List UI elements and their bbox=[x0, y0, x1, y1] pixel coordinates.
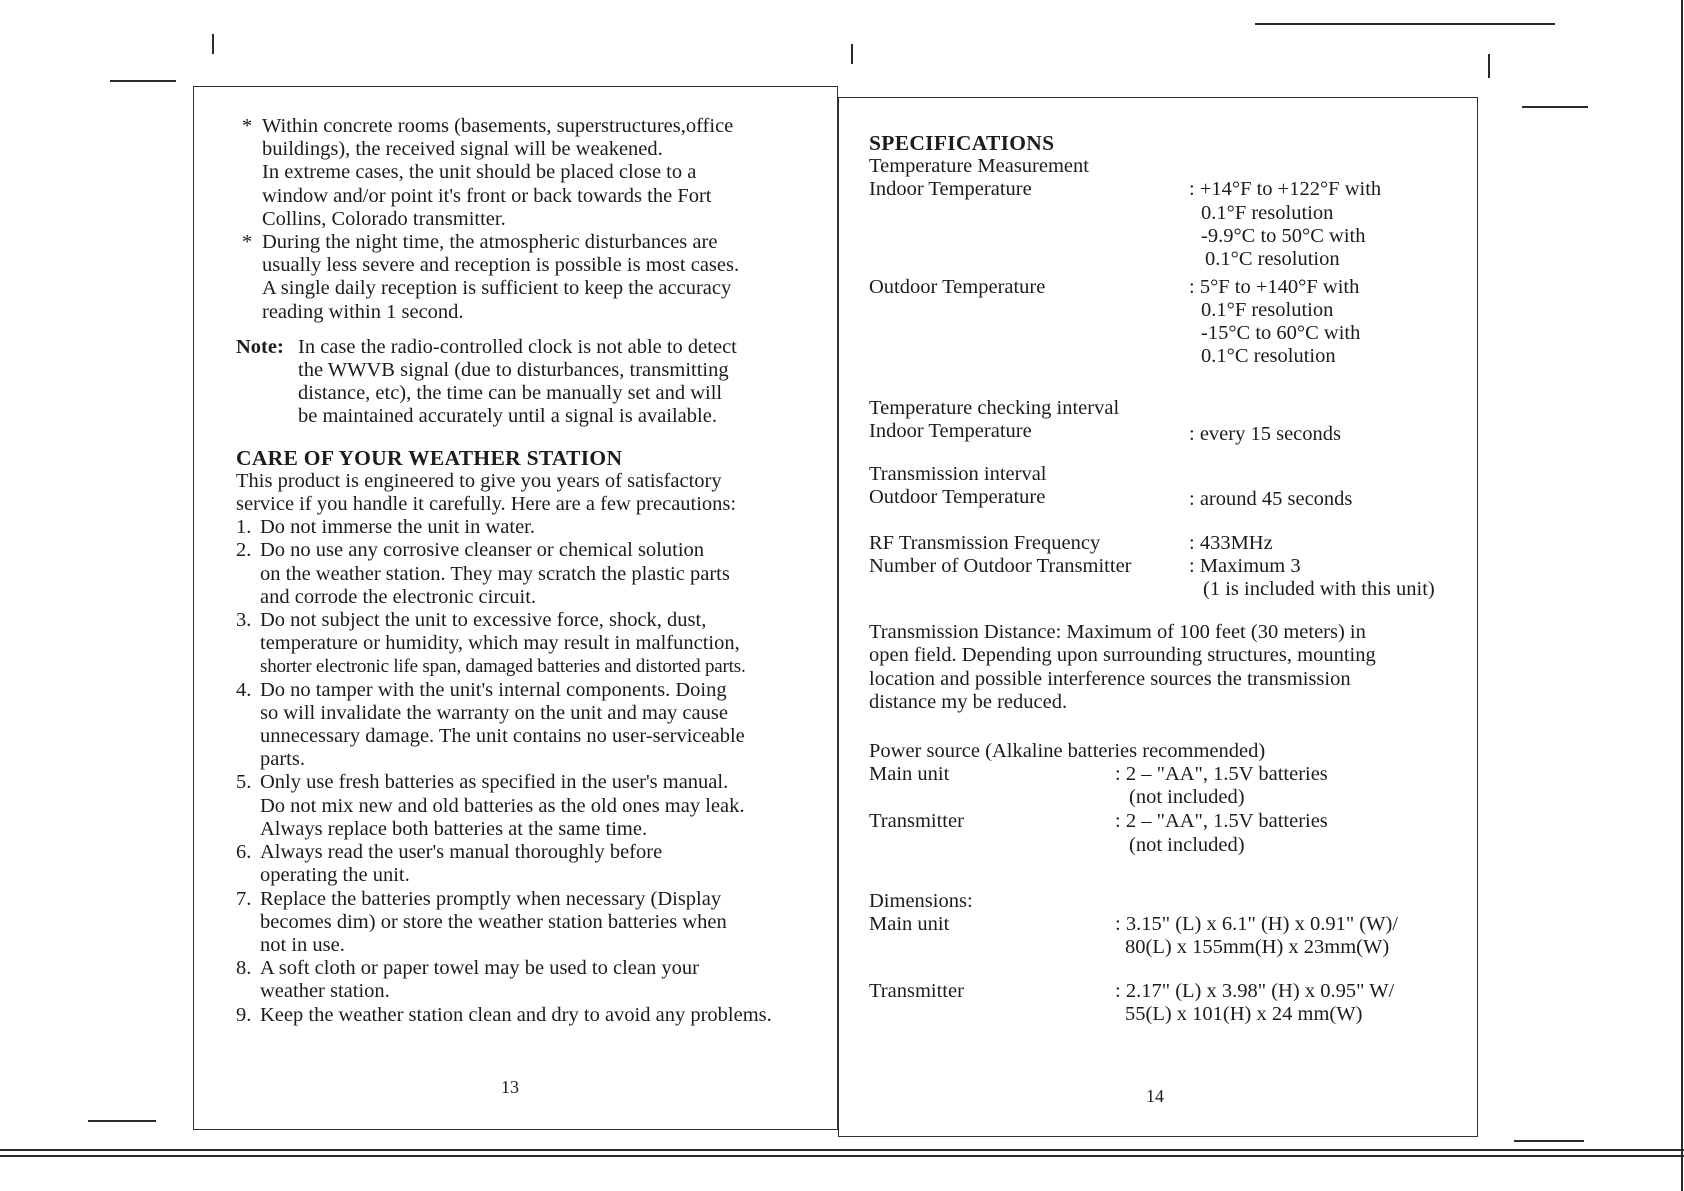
text-line: operating the unit. bbox=[260, 864, 410, 887]
spec-label: Main unit bbox=[869, 912, 950, 935]
text-line: weather station. bbox=[260, 980, 390, 1003]
spec-value: : 433MHz bbox=[1189, 531, 1273, 554]
transmission-distance bbox=[869, 621, 1469, 714]
spec-value: : around 45 seconds bbox=[1189, 488, 1353, 511]
care-item-3 bbox=[236, 609, 836, 679]
care-item-4 bbox=[236, 679, 836, 772]
text-line: not in use. bbox=[260, 933, 345, 956]
value-line: : 2 – "AA", 1.5V batteries bbox=[1115, 810, 1328, 833]
text-line: on the weather station. They may scratch the plastic parts bbox=[260, 562, 730, 585]
bullet-night-time bbox=[236, 231, 836, 324]
scan-bottom-rule bbox=[0, 1155, 1684, 1157]
text-line: shorter electronic life span, damaged batteries and distorted parts. bbox=[260, 656, 746, 678]
spec-label: Outdoor Temperature bbox=[869, 275, 1046, 298]
spec-power-transmitter bbox=[869, 810, 1469, 856]
text-line: Only use fresh batteries as specified in the user's manual. bbox=[260, 771, 729, 794]
scan-edge bbox=[1681, 0, 1683, 1191]
text-line: becomes dim) or store the weather station batteries when bbox=[260, 910, 727, 933]
text-line: reading within 1 second. bbox=[262, 300, 464, 323]
care-item-5 bbox=[236, 771, 836, 841]
value-line: : 2.17" (L) x 3.98" (H) x 0.95" W/ bbox=[1115, 980, 1395, 1003]
spec-label: Number of Outdoor Transmitter bbox=[869, 554, 1132, 577]
text-line: This product is engineered to give you years of satisfactory bbox=[236, 469, 722, 492]
text-line: In case the radio-controlled clock is not able to detect bbox=[298, 335, 737, 358]
page-number-right: 14 bbox=[1146, 1086, 1164, 1106]
text-line: Do no use any corrosive cleanser or chemical solution bbox=[260, 539, 705, 562]
scan-tick bbox=[851, 44, 853, 64]
value-line: : 3.15" (L) x 6.1" (H) x 0.91" (W)/ bbox=[1115, 912, 1399, 935]
text-line: Do no tamper with the unit's internal components. Doing bbox=[260, 678, 727, 701]
power-source-label: Power source (Alkaline batteries recommended) bbox=[869, 740, 1266, 763]
scan-rule bbox=[1255, 23, 1555, 25]
text-line: Do not mix new and old batteries as the old ones may leak. bbox=[260, 794, 745, 817]
spec-value: : Maximum 3 bbox=[1189, 554, 1301, 577]
text-line: Replace the batteries promptly when necessary (Display bbox=[260, 887, 722, 910]
temp-measurement-label: Temperature Measurement bbox=[869, 155, 1089, 178]
value-line: 0.1°C resolution bbox=[1205, 248, 1340, 271]
spec-dimensions-transmitter bbox=[869, 980, 1469, 1026]
value-line: (not included) bbox=[1129, 833, 1245, 856]
spec-note: (1 is included with this unit) bbox=[1203, 578, 1435, 601]
spec-value bbox=[1189, 178, 1381, 271]
value-line: 0.1°F resolution bbox=[1201, 201, 1334, 224]
text-line: parts. bbox=[260, 748, 305, 771]
care-item-7 bbox=[236, 888, 836, 958]
text-line: service if you handle it carefully. Here are a few precautions: bbox=[236, 493, 737, 516]
note-label: Note: bbox=[236, 335, 284, 358]
spec-value bbox=[1115, 980, 1394, 1026]
list-number: 9. bbox=[236, 1003, 252, 1026]
value-line: 0.1°F resolution bbox=[1201, 298, 1334, 321]
spec-value bbox=[1115, 913, 1398, 959]
spec-value bbox=[1115, 810, 1328, 856]
checking-interval-label: Temperature checking interval bbox=[869, 396, 1120, 419]
spec-rf-frequency bbox=[869, 532, 1469, 555]
scan-bottom-rule bbox=[0, 1149, 1684, 1151]
scan-tick bbox=[212, 34, 214, 54]
bullet-concrete-rooms bbox=[236, 115, 836, 231]
value-line: : +14°F to +122°F with bbox=[1189, 178, 1382, 201]
text-line: unnecessary damage. The unit contains no user-serviceable bbox=[260, 725, 745, 748]
page-number-left: 13 bbox=[501, 1077, 519, 1097]
left-page-content bbox=[236, 115, 836, 1027]
dimensions-label: Dimensions: bbox=[869, 889, 973, 912]
note-block bbox=[236, 336, 836, 429]
right-page-content bbox=[869, 131, 1469, 1026]
text-line: A single daily reception is sufficient to keep the accuracy bbox=[262, 277, 732, 300]
spec-transmission-outdoor bbox=[869, 486, 1469, 509]
care-item-8 bbox=[236, 957, 836, 1003]
spec-label: Main unit bbox=[869, 763, 950, 786]
list-number: 5. bbox=[236, 771, 252, 794]
text-line: temperature or humidity, which may result in malfunction, bbox=[260, 632, 740, 655]
scan-tick bbox=[1488, 54, 1490, 78]
text-line: window and/or point it's front or back towards the Fort bbox=[262, 184, 712, 207]
text-line: Within concrete rooms (basements, superstructures,office bbox=[262, 115, 734, 137]
spec-number-transmitters bbox=[869, 555, 1469, 578]
value-line: -9.9°C to 50°C with bbox=[1201, 224, 1366, 247]
care-item-6 bbox=[236, 841, 836, 887]
text-line: In extreme cases, the unit should be placed close to a bbox=[262, 161, 697, 184]
transmission-interval-label: Transmission interval bbox=[869, 463, 1047, 486]
text-line: During the night time, the atmospheric disturbances are bbox=[262, 231, 718, 254]
value-line: -15°C to 60°C with bbox=[1201, 322, 1361, 345]
text-line: Keep the weather station clean and dry to avoid any problems. bbox=[260, 1003, 772, 1026]
text-line: Do not immerse the unit in water. bbox=[260, 516, 535, 539]
value-line: : 5°F to +140°F with bbox=[1189, 275, 1360, 298]
list-number: 3. bbox=[236, 609, 252, 632]
list-number: 8. bbox=[236, 957, 252, 980]
spec-label: Transmitter bbox=[869, 980, 964, 1003]
value-line: : 2 – "AA", 1.5V batteries bbox=[1115, 763, 1328, 786]
value-line: 0.1°C resolution bbox=[1201, 345, 1336, 368]
text-line: Always read the user's manual thoroughly before bbox=[260, 841, 663, 864]
spec-dimensions-main bbox=[869, 912, 1469, 959]
scan-rule bbox=[88, 1120, 156, 1122]
text-line: distance, etc), the time can be manually set and will bbox=[298, 382, 723, 405]
text-line: so will invalidate the warranty on the unit and may cause bbox=[260, 701, 728, 724]
text-line: and corrode the electronic circuit. bbox=[260, 585, 537, 608]
text-line: open field. Depending upon surrounding structures, mounting bbox=[869, 644, 1376, 667]
text-line: A soft cloth or paper towel may be used to clean your bbox=[260, 957, 699, 980]
spec-power-main bbox=[869, 763, 1469, 809]
bullet-mark: * bbox=[242, 231, 253, 254]
text-line: usually less severe and reception is possible is most cases. bbox=[262, 254, 740, 277]
spec-value bbox=[1189, 276, 1360, 369]
text-line: Transmission Distance: Maximum of 100 feet (30 meters) in bbox=[869, 621, 1366, 644]
scan-rule bbox=[1514, 1140, 1584, 1142]
text-line: buildings), the received signal will be weakened. bbox=[262, 138, 663, 161]
text-line: be maintained accurately until a signal is available. bbox=[298, 405, 717, 428]
list-number: 4. bbox=[236, 678, 252, 701]
text-line: Collins, Colorado transmitter. bbox=[262, 207, 506, 230]
list-number: 6. bbox=[236, 841, 252, 864]
spec-checking-indoor bbox=[869, 420, 1469, 446]
specifications-heading: SPECIFICATIONS bbox=[869, 131, 1055, 155]
spec-label: Indoor Temperature bbox=[869, 178, 1032, 201]
text-line: the WWVB signal (due to disturbances, transmitting bbox=[298, 359, 729, 382]
spec-outdoor-temperature bbox=[869, 275, 1469, 368]
list-number: 1. bbox=[236, 516, 252, 539]
care-item-2 bbox=[236, 539, 836, 609]
bullet-mark: * bbox=[242, 115, 253, 137]
list-number: 2. bbox=[236, 539, 252, 562]
care-item-1 bbox=[236, 516, 836, 539]
text-line: distance my be reduced. bbox=[869, 690, 1068, 713]
care-intro bbox=[236, 470, 836, 516]
care-heading: CARE OF YOUR WEATHER STATION bbox=[236, 445, 623, 470]
scan-rule bbox=[110, 80, 176, 82]
spec-indoor-temperature bbox=[869, 178, 1469, 271]
spec-value bbox=[1115, 763, 1328, 809]
value-line: 80(L) x 155mm(H) x 23mm(W) bbox=[1125, 936, 1390, 959]
text-line: Do not subject the unit to excessive force, shock, dust, bbox=[260, 609, 707, 632]
text-line: Always replace both batteries at the same time. bbox=[260, 817, 648, 840]
spec-label: Outdoor Temperature bbox=[869, 486, 1046, 509]
text-line: location and possible interference sources the transmission bbox=[869, 667, 1351, 690]
scan-rule bbox=[1522, 106, 1588, 108]
spec-label: Indoor Temperature bbox=[869, 420, 1032, 443]
care-item-9 bbox=[236, 1004, 836, 1027]
spec-label: Transmitter bbox=[869, 810, 964, 833]
spec-label: RF Transmission Frequency bbox=[869, 531, 1101, 554]
spec-value: : every 15 seconds bbox=[1189, 423, 1341, 446]
value-line: 55(L) x 101(H) x 24 mm(W) bbox=[1125, 1003, 1363, 1026]
value-line: (not included) bbox=[1129, 786, 1245, 809]
list-number: 7. bbox=[236, 887, 252, 910]
